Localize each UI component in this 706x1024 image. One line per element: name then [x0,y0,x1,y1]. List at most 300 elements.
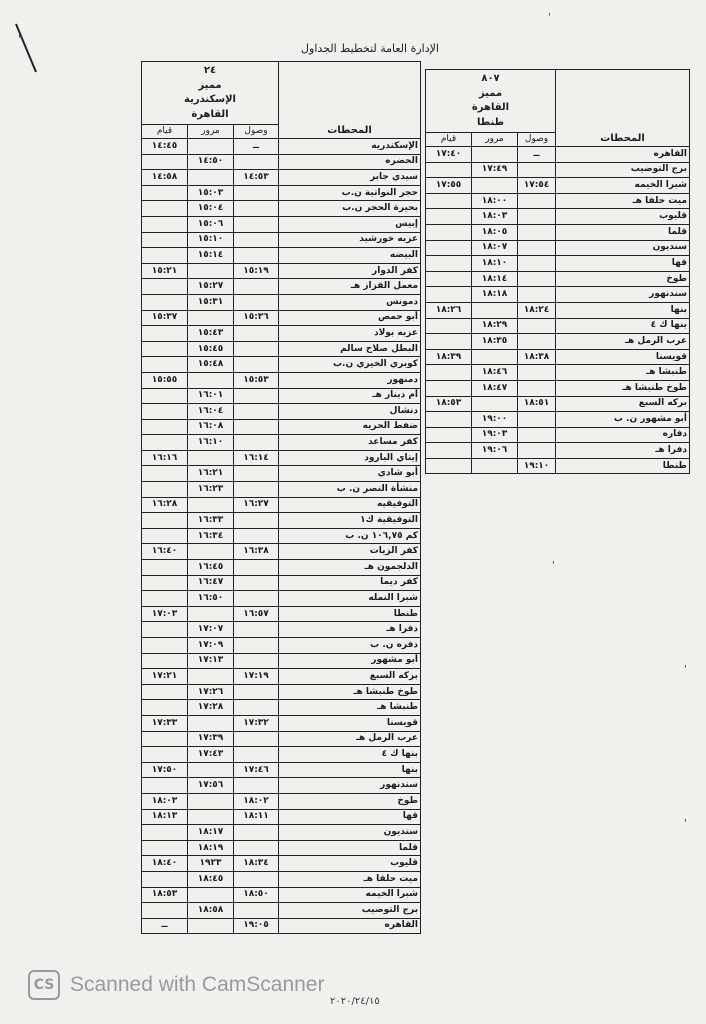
pass-time: ١٧:٤٩ [472,162,518,178]
table-row [142,700,421,716]
table-row [426,224,690,240]
table-row [142,669,421,685]
depart-time [426,287,472,303]
depart-time [142,653,188,669]
pass-time: ١٨:٤٦ [472,365,518,381]
arrival-time [234,232,279,248]
depart-time [142,871,188,887]
station-name: أبو شادي [279,466,421,482]
station-name: بنها [279,762,421,778]
pass-time: ١٦:٣٣ [188,513,234,529]
arrival-time [234,482,279,498]
station-name: بنها [556,302,690,318]
table-row [142,715,421,731]
table-row [142,294,421,310]
arrival-time [518,240,556,256]
pass-time: ١٨:٠٥ [472,224,518,240]
scanner-caption: Scanned with CamScanner [70,973,325,996]
margin-tick: ' [18,34,21,45]
table-row [426,147,690,163]
pass-time: ١٧:٥٦ [188,778,234,794]
pass-time: ١٥:٠٤ [188,201,234,217]
depart-time: ١٨:٤٠ [142,856,188,872]
station-name: عزبه خورشيد [279,232,421,248]
arrival-time: ١٥:٣٦ [234,310,279,326]
depart-time [142,294,188,310]
arrival-time: ١٨:٣٨ [518,349,556,365]
arrival-time [234,560,279,576]
train-number: ٨٠٧ [481,73,500,84]
pass-time [188,887,234,903]
pass-time: ١٦:١٠ [188,435,234,451]
pass-time: ١٥:٠٦ [188,216,234,232]
table-row [142,341,421,357]
arrival-time [234,575,279,591]
station-name: طوخ [556,271,690,287]
left-table-body [142,139,421,934]
station-name: حجر النواتية ن.ب [279,185,421,201]
depart-time [142,638,188,654]
pass-time [472,147,518,163]
table-row [426,427,690,443]
station-name: سيدي جابر [279,170,421,186]
pass-time: ١٧:٤٣ [188,747,234,763]
pass-time: ١٥:٤٣ [188,326,234,342]
pass-time: ١٨:٣٥ [472,334,518,350]
depart-time [142,201,188,217]
station-name: أم دينار هـ [279,388,421,404]
pass-time: ١٧:٠٧ [188,622,234,638]
depart-time [426,443,472,459]
station-name: طوخ طنبشا هـ [279,684,421,700]
pass-time [472,302,518,318]
table-row [426,365,690,381]
depart-time [142,419,188,435]
station-name: قويسنا [279,715,421,731]
table-row [426,334,690,350]
stations-header: المحطات [279,62,421,139]
arrival-time [234,185,279,201]
depart-time [426,427,472,443]
table-row [142,450,421,466]
table-row [142,560,421,576]
arrival-time [518,256,556,272]
col-arrival: وصول [518,133,556,147]
station-name: قلما [279,840,421,856]
table-row [142,357,421,373]
table-row [426,318,690,334]
depart-time: ١٦:٤٠ [142,544,188,560]
depart-time: ١٧:٢١ [142,669,188,685]
station-name: أبو مشهور ن. ب [556,412,690,428]
arrival-time [234,404,279,420]
arrival-time: ١٦:٥٧ [234,606,279,622]
pass-time: ١٨:٤٥ [188,871,234,887]
pass-time: ١٩٢٣ [188,856,234,872]
station-name: أبو حمص [279,310,421,326]
station-name: دفاره [556,427,690,443]
station-name: الإسكندريه [279,139,421,155]
pass-time: ١٨:٠٧ [472,240,518,256]
pass-time [188,450,234,466]
pass-time: ١٥:٠٣ [188,185,234,201]
station-name: قلما [556,224,690,240]
table-row [142,591,421,607]
station-name: القاهره [279,918,421,934]
arrival-time: ١٨:٢٤ [518,302,556,318]
arrival-time: ١٨:٠٢ [234,793,279,809]
arrival-time [234,388,279,404]
table-row [142,497,421,513]
station-name: كفر الزيات [279,544,421,560]
pass-time: ١٨:٢٩ [472,318,518,334]
pass-time: ١٦:٤٧ [188,575,234,591]
pass-time: ١٦:٢٣ [188,482,234,498]
pass-time: ١٥:٤٨ [188,357,234,373]
arrival-time: ١٦:٢٧ [234,497,279,513]
arrival-time [234,419,279,435]
table-row [142,731,421,747]
station-name: القاهره [556,147,690,163]
station-name: برج التوضيب [279,903,421,919]
depart-time [426,271,472,287]
arrival-time: ١٩:١٠ [518,458,556,474]
station-name: قليوب [556,209,690,225]
train-origin: القاهرة [471,102,510,113]
station-name: كوبري الخيري ن.ب [279,357,421,373]
col-arrival: وصول [234,125,279,139]
station-name: التوفيقيه [279,497,421,513]
station-name: قويسنا [556,349,690,365]
station-name: إيتاي البارود [279,450,421,466]
table-row [142,419,421,435]
table-row [426,412,690,428]
depart-time [426,458,472,474]
depart-time [142,435,188,451]
station-name: البيضه [279,248,421,264]
pass-time: ١٥:٤٥ [188,341,234,357]
table-row [426,396,690,412]
depart-time [426,256,472,272]
arrival-time [234,341,279,357]
station-name: البطل صلاح سالم [279,341,421,357]
depart-time [142,357,188,373]
train-type: مميز [478,87,503,99]
arrival-time [234,357,279,373]
arrival-time: ١٦:١٤ [234,450,279,466]
pass-time: ١٥:٣١ [188,294,234,310]
table-row [142,154,421,170]
station-name: سندنهور [556,287,690,303]
station-name: كم ١٠٦,٧٥ ن. ب [279,528,421,544]
station-name: عرب الرمل هـ [556,334,690,350]
col-pass: مرور [188,125,234,139]
arrival-time [234,638,279,654]
station-name: برج التوضيب [556,162,690,178]
depart-time: ١٧:٥٥ [426,178,472,194]
depart-time: ١٤:٤٥ [142,139,188,155]
pass-time: ١٥:١٤ [188,248,234,264]
station-name: أبو مشهور [279,653,421,669]
station-name: بركه السبع [556,396,690,412]
table-row [142,513,421,529]
depart-time [142,154,188,170]
page-title: الإدارة العامة لتخطيط الجداول [301,42,439,55]
arrival-time: ١٨:٥١ [518,396,556,412]
station-name: قها [556,256,690,272]
depart-time [142,528,188,544]
arrival-time [234,825,279,841]
station-name: طنبشا هـ [279,700,421,716]
train-number: ٢٤ [203,65,217,76]
depart-time [426,365,472,381]
arrival-time: ١٦:٣٨ [234,544,279,560]
arrival-time [518,193,556,209]
depart-time: ١٨:٥٣ [142,887,188,903]
arrival-time: ١٩:٠٥ [234,918,279,934]
table-row [426,178,690,194]
station-name: قها [279,809,421,825]
depart-time [142,731,188,747]
table-row [142,248,421,264]
arrival-time [234,466,279,482]
depart-time: ١٧:٥٠ [142,762,188,778]
arrival-time [234,201,279,217]
station-name: ضفط الحريه [279,419,421,435]
pass-time: ١٤:٥٠ [188,154,234,170]
depart-time [142,248,188,264]
arrival-time [234,591,279,607]
station-name: سندنهور [279,778,421,794]
depart-time: ١٧:٤٠ [426,147,472,163]
depart-time [426,193,472,209]
station-name: الحضره [279,154,421,170]
pass-time [472,458,518,474]
arrival-time [234,528,279,544]
depart-time: ١٥:٣٧ [142,310,188,326]
depart-time [142,404,188,420]
table-row [142,887,421,903]
pass-time: ١٩:٠٠ [472,412,518,428]
pass-time [472,178,518,194]
table-row [142,606,421,622]
col-depart: قيام [142,125,188,139]
table-row [142,404,421,420]
table-row [142,139,421,155]
table-row [142,263,421,279]
depart-time [142,482,188,498]
table-row [142,482,421,498]
table-row [142,575,421,591]
pen-stroke-mark [14,20,40,80]
depart-time: ــ [142,918,188,934]
station-name: بنها ك ٤ [279,747,421,763]
depart-time [426,334,472,350]
depart-time: ١٤:٥٨ [142,170,188,186]
pass-time: ١٨:١٤ [472,271,518,287]
pass-time: ١٨:٥٨ [188,903,234,919]
station-name: ميت حلفا هـ [556,193,690,209]
station-name: قليوب [279,856,421,872]
station-name: بنها ك ٤ [556,318,690,334]
table-row [142,466,421,482]
station-name: طنبشا هـ [556,365,690,381]
station-name: طوخ طنبشا هـ [556,380,690,396]
pass-time: ١٦:٣٤ [188,528,234,544]
station-name: سنديون [556,240,690,256]
timetable-train-807 [425,69,690,474]
arrival-time [234,653,279,669]
pass-time [188,715,234,731]
pass-time: ١٧:٠٩ [188,638,234,654]
pass-time: ١٨:٤٧ [472,380,518,396]
pass-time: ١٨:٠٠ [472,193,518,209]
train-type: مميز [198,79,222,91]
train-header [142,62,279,125]
arrival-time: ١٧:٤٦ [234,762,279,778]
pass-time [188,809,234,825]
arrival-time [234,871,279,887]
pass-time: ١٨:١٩ [188,840,234,856]
station-name: بركه السبع [279,669,421,685]
station-name: دنشال [279,404,421,420]
station-name: دمنهور [279,372,421,388]
table-row [426,240,690,256]
depart-time [142,825,188,841]
depart-time [142,279,188,295]
arrival-time [234,903,279,919]
depart-time [142,591,188,607]
arrival-time [234,279,279,295]
table-row [142,528,421,544]
arrival-time [518,162,556,178]
depart-time [142,840,188,856]
arrival-time: ١٧:١٩ [234,669,279,685]
depart-time: ١٧:٠٣ [142,606,188,622]
arrival-time [518,380,556,396]
table-row [142,170,421,186]
depart-time: ١٨:١٣ [142,809,188,825]
station-name: شبرا الخيمه [556,178,690,194]
depart-time [142,778,188,794]
arrival-time: ١٧:٣٢ [234,715,279,731]
table-row [426,302,690,318]
pass-time [188,310,234,326]
pass-time: ١٥:٢٧ [188,279,234,295]
train-destination: طنطا [477,116,504,128]
table-row [426,443,690,459]
pass-time: ١٦:٠٨ [188,419,234,435]
pass-time: ١٦:٥٠ [188,591,234,607]
pass-time [188,139,234,155]
table-row [142,778,421,794]
arrival-time [518,443,556,459]
station-name: كفر مساعد [279,435,421,451]
table-row [142,903,421,919]
depart-time [142,747,188,763]
pass-time [188,793,234,809]
table-row [142,871,421,887]
pass-time [188,497,234,513]
arrival-time: ١٧:٥٤ [518,178,556,194]
arrival-time [518,365,556,381]
depart-time [426,224,472,240]
depart-time [426,162,472,178]
table-row [142,747,421,763]
table-row [426,162,690,178]
depart-time: ١٨:٠٣ [142,793,188,809]
depart-time [142,185,188,201]
station-name: دمونس [279,294,421,310]
table-row [142,856,421,872]
station-name: الدلجمون هـ [279,560,421,576]
pass-time [188,606,234,622]
depart-time [142,575,188,591]
pass-time: ١٧:٢٨ [188,700,234,716]
pass-time: ١٩:٠٣ [472,427,518,443]
station-name: شبرا النمله [279,591,421,607]
table-row [426,271,690,287]
handwritten-date: ٢٠٢٠/٢٤/١٥ [330,996,380,1007]
station-name: كفر ديما [279,575,421,591]
arrival-time [518,427,556,443]
table-row [142,544,421,560]
station-name: طنطا [556,458,690,474]
pass-time [188,544,234,560]
arrival-time [234,700,279,716]
arrival-time [234,840,279,856]
train-origin: الإسكندرية [184,94,236,105]
table-row [142,372,421,388]
arrival-time [518,318,556,334]
table-row [142,840,421,856]
station-name: طنطا [279,606,421,622]
stations-header: المحطات [556,70,690,147]
pass-time [472,396,518,412]
depart-time [142,216,188,232]
depart-time: ١٧:٣٣ [142,715,188,731]
pass-time [188,918,234,934]
table-row [426,287,690,303]
table-row [142,684,421,700]
station-name: ميت حلفا هـ [279,871,421,887]
pass-time: ١٦:٠١ [188,388,234,404]
table-row [142,762,421,778]
arrival-time: ١٨:١١ [234,809,279,825]
depart-time: ١٦:٢٨ [142,497,188,513]
arrival-time [234,684,279,700]
margin-tick: ' [684,664,687,675]
station-name: كفر الدوار [279,263,421,279]
pass-time [472,349,518,365]
table-row [142,201,421,217]
depart-time [142,700,188,716]
station-name: دفرا هـ [279,622,421,638]
arrival-time [234,216,279,232]
pass-time [188,669,234,685]
arrival-time [234,154,279,170]
arrival-time [234,435,279,451]
depart-time [142,684,188,700]
arrival-time [518,287,556,303]
arrival-time [234,513,279,529]
pass-time: ١٥:١٠ [188,232,234,248]
station-name: دفرا هـ [556,443,690,459]
table-row [142,918,421,934]
arrival-time [234,778,279,794]
depart-time [426,240,472,256]
pass-time: ١٦:٠٤ [188,404,234,420]
